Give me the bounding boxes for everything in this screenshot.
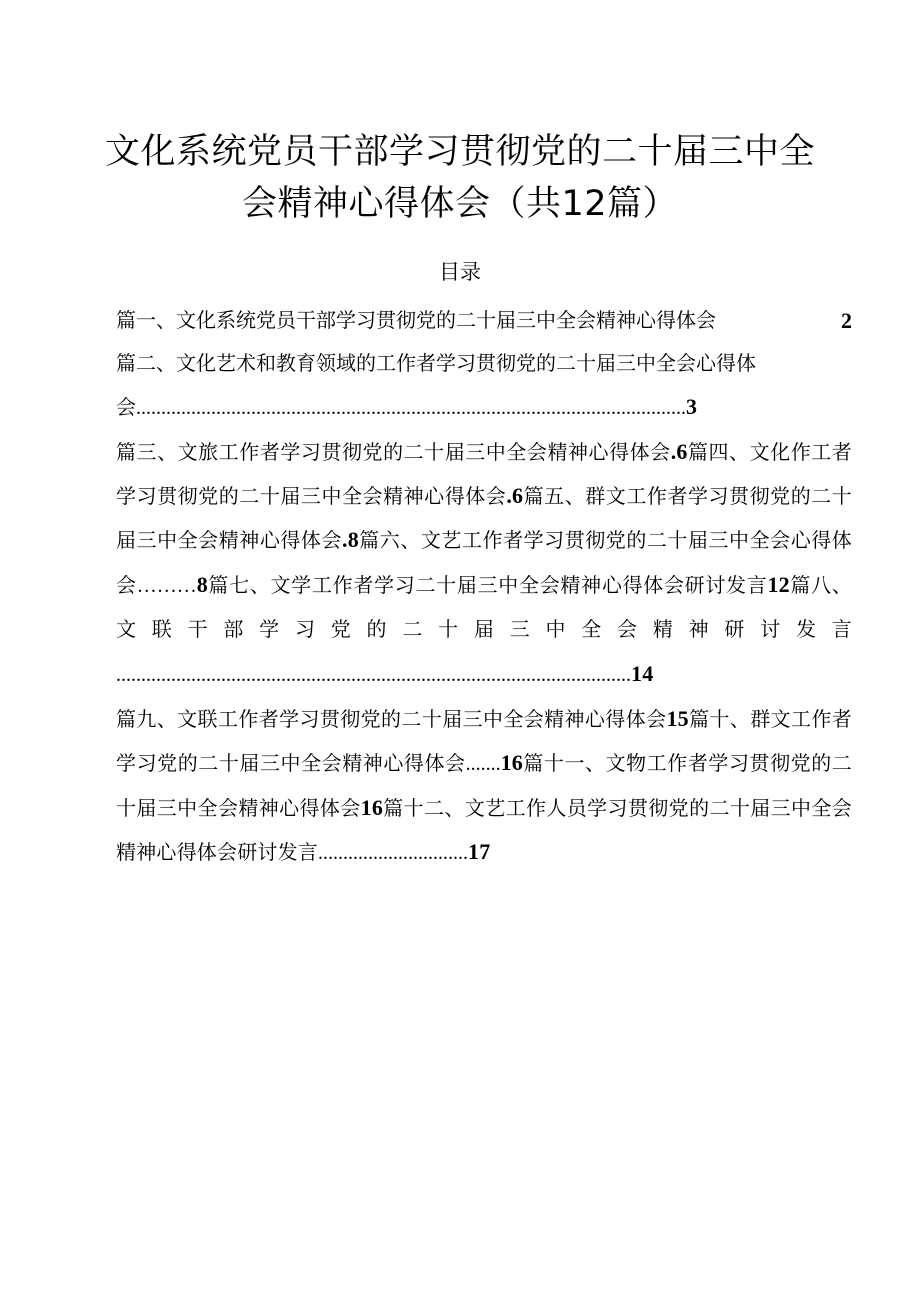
toc-entry-6-page: 8 <box>196 571 208 597</box>
toc-entry-12-text[interactable]: 篇十二、文艺工作人员学习贯彻党的二十届三中全会精神心得体会研讨发言 <box>116 796 852 865</box>
toc-paragraph-3 <box>116 430 852 697</box>
toc-entry-7-page: 12 <box>767 571 790 597</box>
title-line-2: 会精神心得体会（共12篇） <box>241 184 679 224</box>
toc-entry-5-text[interactable]: 篇五、群文工作者学习贯彻党的二十届三中全会精神心得体会 <box>116 484 852 553</box>
toc-entry-12-page: 17 <box>468 839 491 865</box>
toc-entry-1-text: 篇一、文化系统党员干部学习贯彻党的二十届三中全会精神心得体会 <box>116 308 716 332</box>
toc-entry-2-line-1: 篇二、文化艺术和教育领域的工作者学习贯彻党的二十届三中全会心得体 <box>116 351 756 376</box>
toc-entry-10-text[interactable]: 篇十、群文工作者学习党的二十届三中全会精神心得体会 <box>116 706 852 775</box>
document-title <box>100 126 820 230</box>
toc-entry-11-page: 16 <box>360 795 384 821</box>
toc-entry-11-text[interactable]: 篇十一、文物工作者学习贯彻党的二十届三中全会精神心得体会 <box>116 750 852 821</box>
toc-entry-10-leader: ....... <box>465 752 501 775</box>
toc-entry-10-page: 16 <box>500 749 523 775</box>
title-line-1: 文化系统党员干部学习贯彻党的二十届三中全 <box>104 132 815 172</box>
toc-entry-8-text[interactable]: 篇八、文联干部学习党的二十届三中全会精神研讨发言 <box>116 572 853 641</box>
toc-entry-8-page: 14 <box>631 660 654 686</box>
toc-heading: 目录 <box>439 260 481 284</box>
toc-entry-5-page: .8 <box>342 527 359 553</box>
toc-entry-3-page: .6 <box>670 439 688 465</box>
toc-entry-4-page: .6 <box>506 483 524 509</box>
toc-entry-2-page: 3 <box>686 394 697 420</box>
toc-entry-9-text[interactable]: 篇九、文联工作者学习贯彻党的二十届三中全会精神心得体会 <box>116 706 667 731</box>
table-of-contents <box>116 299 852 875</box>
toc-paragraph-4 <box>116 697 852 875</box>
toc-entry-3-text[interactable]: 篇三、文旅工作者学习贯彻党的二十届三中全会精神心得体会 <box>116 440 671 465</box>
toc-entry-12-leader: .............................. <box>318 842 468 865</box>
toc-entry-6-text[interactable]: 篇六、文艺工作者学习贯彻党的二十届三中全会心得体会 <box>116 528 852 597</box>
toc-entry-4-text[interactable]: 篇四、文化作工者学习贯彻党的二十届三中全会精神心得体会 <box>116 440 852 509</box>
toc-entry-1[interactable] <box>116 299 852 342</box>
toc-entry-6-leader: ……… <box>136 574 197 597</box>
toc-entry-2-line-2: 会 <box>116 395 136 420</box>
toc-entry-1-page: 2 <box>841 308 852 333</box>
toc-entry-2[interactable] <box>116 342 852 430</box>
toc-entry-9-page: 15 <box>666 705 689 731</box>
toc-entry-2-leader: .............................................................................................................. <box>136 397 686 420</box>
toc-entry-8-leader: ....................................................................................................... <box>116 663 631 686</box>
toc-entry-7-text[interactable]: 篇七、文学工作者学习二十届三中全会精神心得体会研讨发言 <box>207 572 768 597</box>
